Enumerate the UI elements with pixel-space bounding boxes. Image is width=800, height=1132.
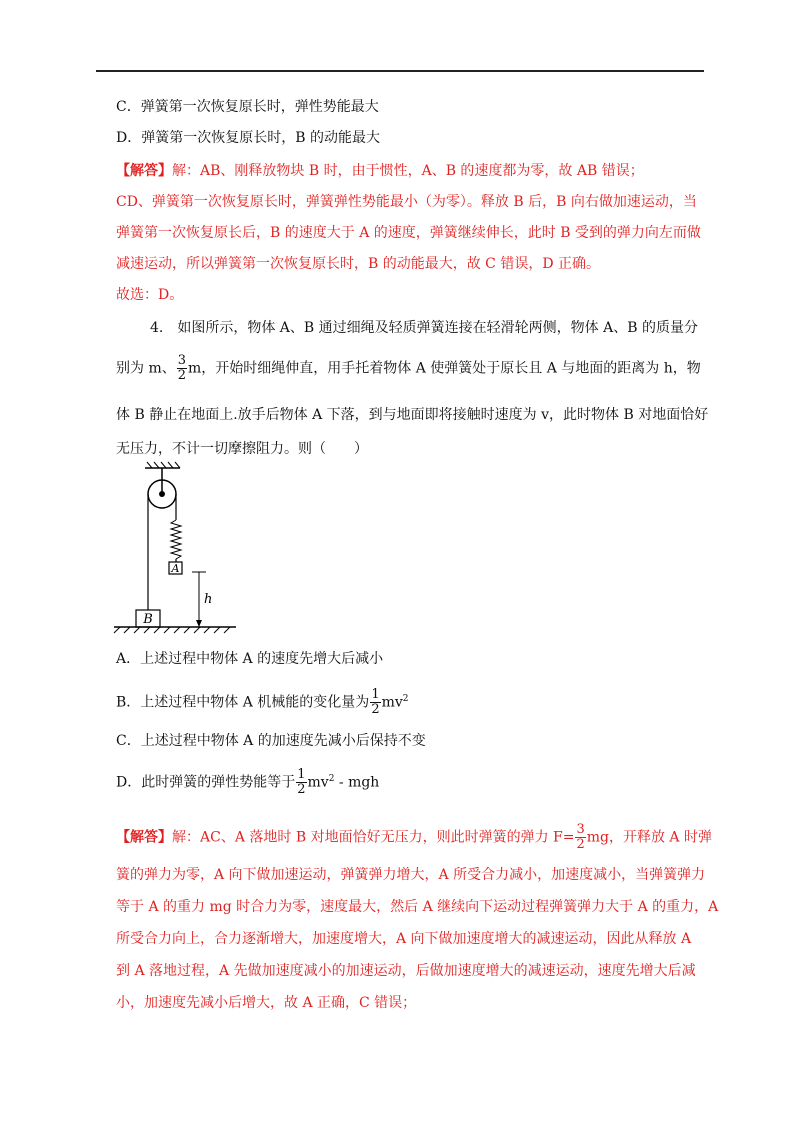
ground <box>114 627 236 633</box>
fraction <box>370 688 380 717</box>
answer-line-6: 小，加速度先减小后增大，故 A 正确，C 错误； <box>116 995 417 1011</box>
prev-answer-choice: 故选：D。 <box>116 287 184 303</box>
header-rule <box>96 70 704 72</box>
answer-text: 解：AB、刚释放物块 B 时，由于惯性，A、B 的速度都为零，故 AB 错误； <box>172 163 644 179</box>
fraction-numerator: 1 <box>371 687 380 702</box>
prev-answer-line-3: 弹簧第一次恢复原长后，B 的速度大于 A 的速度，弹簧继续伸长，此时 B 受到的弹力向左而做 <box>116 225 701 241</box>
answer-tag: 【解答】 <box>116 163 172 179</box>
answer-text: 解：AC、A 落地时 B 对地面恰好无压力，则此时弹簧的弹力 F= <box>172 829 575 846</box>
ceiling <box>145 462 180 468</box>
question-line-4: 无压力，不计一切摩擦阻力。则（ ） <box>116 441 368 457</box>
prev-answer-line-1 <box>116 161 644 181</box>
question-text: m，开始时细绳伸直，用手托着物体 A 使弹簧处于原长且 A 与地面的距离为 h，物 <box>188 360 701 377</box>
option-text: D．此时弹簧的弹性势能等于 <box>116 774 296 791</box>
fraction <box>296 768 306 797</box>
fraction-numerator: 1 <box>297 767 306 782</box>
question-line-3: 体 B 静止在地面上.放手后物体 A 下落，到与地面即将接触时速度为 v，此时物体 B 对地面恰好 <box>116 407 709 423</box>
fraction <box>575 823 585 852</box>
spring <box>171 520 181 559</box>
answer-text: mg，开释放 A 时弹 <box>586 829 712 846</box>
fraction-denominator: 2 <box>177 368 187 383</box>
question-line-2 <box>116 354 701 383</box>
fraction-numerator: 3 <box>576 822 585 837</box>
answer-line-4: 所受合力向上，合力逐渐增大，加速度增大，A 向下做加速度增大的减速运动，因此从释放 A <box>116 931 692 947</box>
option-text: mv <box>307 774 329 791</box>
answer-line-5: 到 A 落地过程，A 先做加速度减小的加速运动，后做加速度增大的减速运动，速度先增大后减 <box>116 963 696 979</box>
option-d <box>116 768 379 797</box>
superscript: 2 <box>402 693 409 704</box>
block-b-label: B <box>143 612 153 627</box>
prev-answer-line-2: CD、弹簧第一次恢复原长时，弹簧弹性势能最小（为零）。释放 B 后，B 向右做加速运动，当 <box>116 194 697 210</box>
answer-line-1 <box>116 823 712 852</box>
option-a: A．上述过程中物体 A 的速度先增大后减小 <box>116 651 384 667</box>
fraction-denominator: 2 <box>371 702 380 717</box>
fraction-denominator: 2 <box>576 837 585 852</box>
question-line-1: 4. 如图所示，物体 A、B 通过细绳及轻质弹簧连接在轻滑轮两侧，物体 A、B 的质量分 <box>150 320 698 336</box>
fraction <box>177 354 187 383</box>
option-b <box>116 688 409 717</box>
block-a-label: A <box>171 562 180 575</box>
pulley-spring-figure <box>110 460 250 635</box>
question-text: 别为 m、 <box>116 360 176 377</box>
answer-line-3: 等于 A 的重力 mg 时合力为零，速度最大，然后 A 继续向下运动过程弹簧弹力大于 A 的重力，A <box>116 899 719 915</box>
option-c-prev: C．弹簧第一次恢复原长时，弹性势能最大 <box>116 99 379 115</box>
option-d-prev: D．弹簧第一次恢复原长时，B 的动能最大 <box>116 130 380 146</box>
prev-answer-line-4: 减速运动，所以弹簧第一次恢复原长时，B 的动能最大，故 C 错误，D 正确。 <box>116 256 601 272</box>
option-text: B．上述过程中物体 A 机械能的变化量为 <box>116 694 370 711</box>
height-arrowhead <box>196 620 202 627</box>
option-c: C．上述过程中物体 A 的加速度先减小后保持不变 <box>116 733 426 749</box>
height-label: h <box>204 592 213 607</box>
option-text: mv <box>381 694 403 711</box>
superscript: 2 <box>328 773 335 784</box>
fraction-denominator: 2 <box>297 782 306 797</box>
fraction-numerator: 3 <box>177 353 187 368</box>
answer-line-2: 簧的弹力为零，A 向下做加速运动，弹簧弹力增大，A 所受合力减小，加速度减小，当弹簧弹力 <box>116 867 706 883</box>
answer-tag: 【解答】 <box>116 829 172 846</box>
option-text: - mgh <box>334 774 380 791</box>
pulley-axle <box>159 491 165 497</box>
